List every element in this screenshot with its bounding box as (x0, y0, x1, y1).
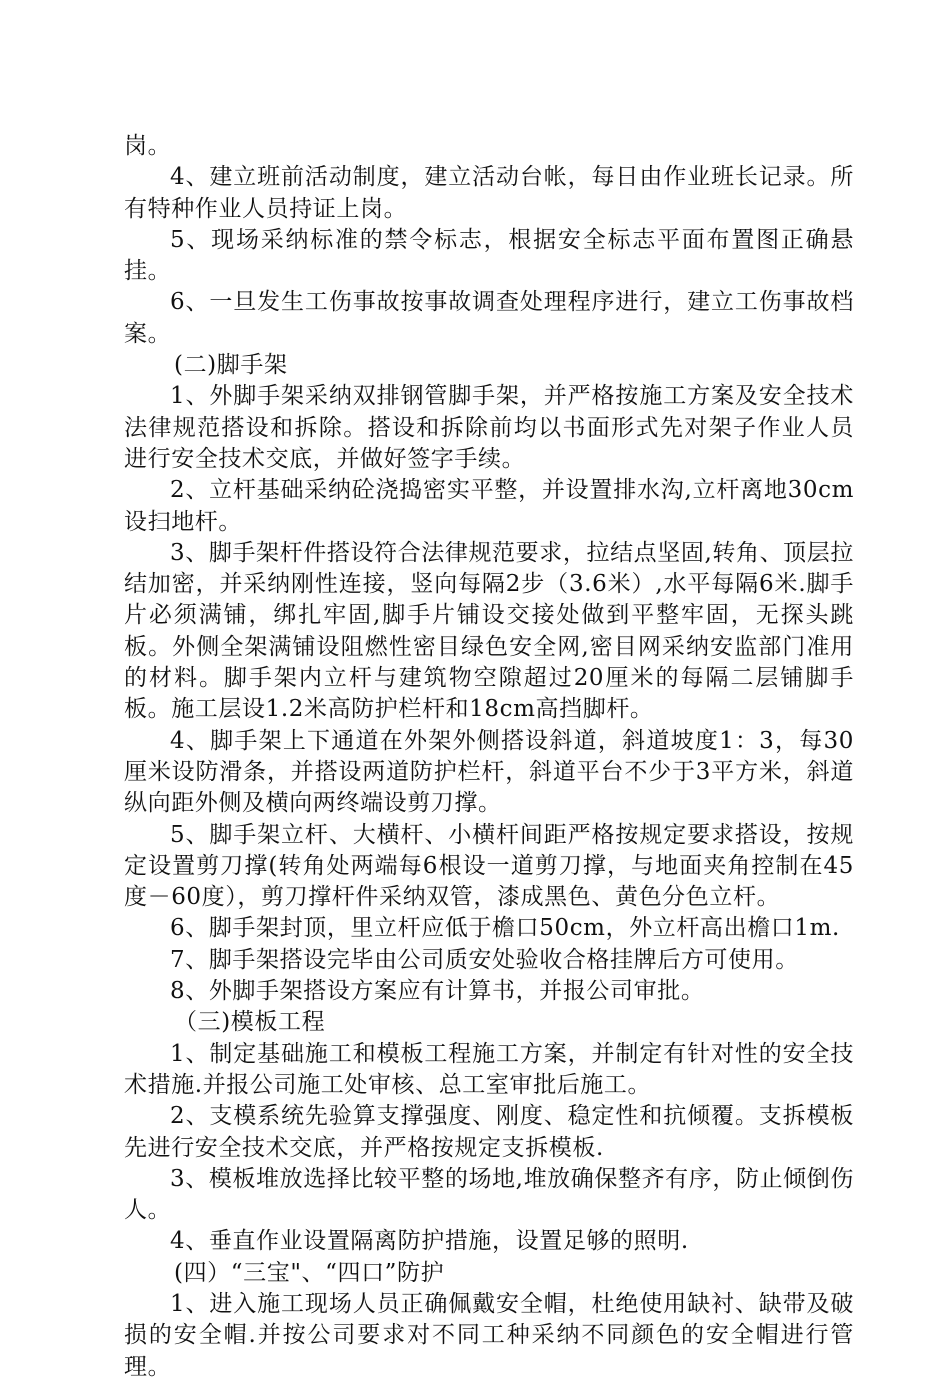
paragraph: 1、制定基础施工和模板工程施工方案，并制定有针对性的安全技术措施.并报公司施工处审核、总工室审批后施工。 (124, 1040, 854, 1098)
section-heading: (四）“三宝"、“四口”防护 (174, 1259, 445, 1286)
paragraph: 2、立杆基础采纳砼浇捣密实平整，并设置排水沟,立杆离地30cm设扫地杆。 (124, 477, 854, 535)
paragraph: 3、模板堆放选择比较平整的场地,堆放确保整齐有序，防止倾倒伤人。 (124, 1165, 854, 1224)
paragraph: 1、外脚手架采纳双排钢管脚手架，并严格按施工方案及安全技术法律规范搭设和拆除。搭设和拆除前均以书面形式先对架子作业人员进行安全技术交底，并做好签字手续。 (124, 383, 854, 472)
paragraph: 3、脚手架杆件搭设符合法律规范要求，拉结点坚固,转角、顶层拉结加密，并采纳刚性连接，竖向每隔2步（3.6米）,水平每隔6米.脚手片必须满铺，绑扎牢固,脚手片铺设交接处做到平整牢固，无探头跳板。外侧全架满铺设阻燃性密目绿色安全网,密目网采纳安监部门准用的材料。脚手架内立杆与建筑物空隙超过20厘米的每隔二层铺脚手板。施工层设1.2米高防护栏杆和18cm高挡脚杆。 (124, 539, 854, 723)
paragraph: 4、脚手架上下通道在外架外侧搭设斜道，斜道坡度1：3，每30厘米设防滑条，并搭设两道防护栏杆，斜道平台不少于3平方米，斜道纵向距外侧及横向两终端设剪刀撑。 (124, 727, 854, 817)
paragraph: 8、外脚手架搭设方案应有计算书，并报公司审批。 (170, 978, 705, 1005)
paragraph: 5、脚手架立杆、大横杆、小横杆间距严格按规定要求搭设，按规定设置剪刀撑(转角处两端每6根设一道剪刀撑，与地面夹角控制在45度－60度），剪刀撑杆件采纳双管，漆成黑色、黄色分色立杆。 (124, 821, 854, 911)
paragraph: 7、脚手架搭设完毕由公司质安处验收合格挂牌后方可使用。 (170, 946, 799, 973)
paragraph: 1、进入施工现场人员正确佩戴安全帽，杜绝使用缺衬、缺带及破损的安全帽.并按公司要求对不同工种采纳不同颜色的安全帽进行管理。 (124, 1290, 854, 1380)
document-body (124, 131, 854, 1383)
paragraph: 6、一旦发生工伤事故按事故调查处理程序进行，建立工伤事故档案。 (124, 289, 854, 347)
section-heading: (二)脚手架 (174, 352, 288, 379)
paragraph: 4、垂直作业设置隔离防护措施，设置足够的照明. (170, 1228, 689, 1255)
paragraph: 2、支模系统先验算支撑强度、刚度、稳定性和抗倾覆。支拆模板先进行安全技术交底，并严格按规定支拆模板. (124, 1103, 854, 1161)
section-heading: （三)模板工程 (174, 1009, 326, 1036)
paragraph: 岗。 (124, 133, 172, 159)
paragraph: 4、建立班前活动制度，建立活动台帐，每日由作业班长记录。所有特种作业人员持证上岗。 (124, 164, 854, 222)
paragraph: 5、现场采纳标准的禁令标志，根据安全标志平面布置图正确悬挂。 (124, 226, 854, 285)
paragraph: 6、脚手架封顶，里立杆应低于檐口50cm，外立杆高出檐口1m. (170, 915, 840, 942)
